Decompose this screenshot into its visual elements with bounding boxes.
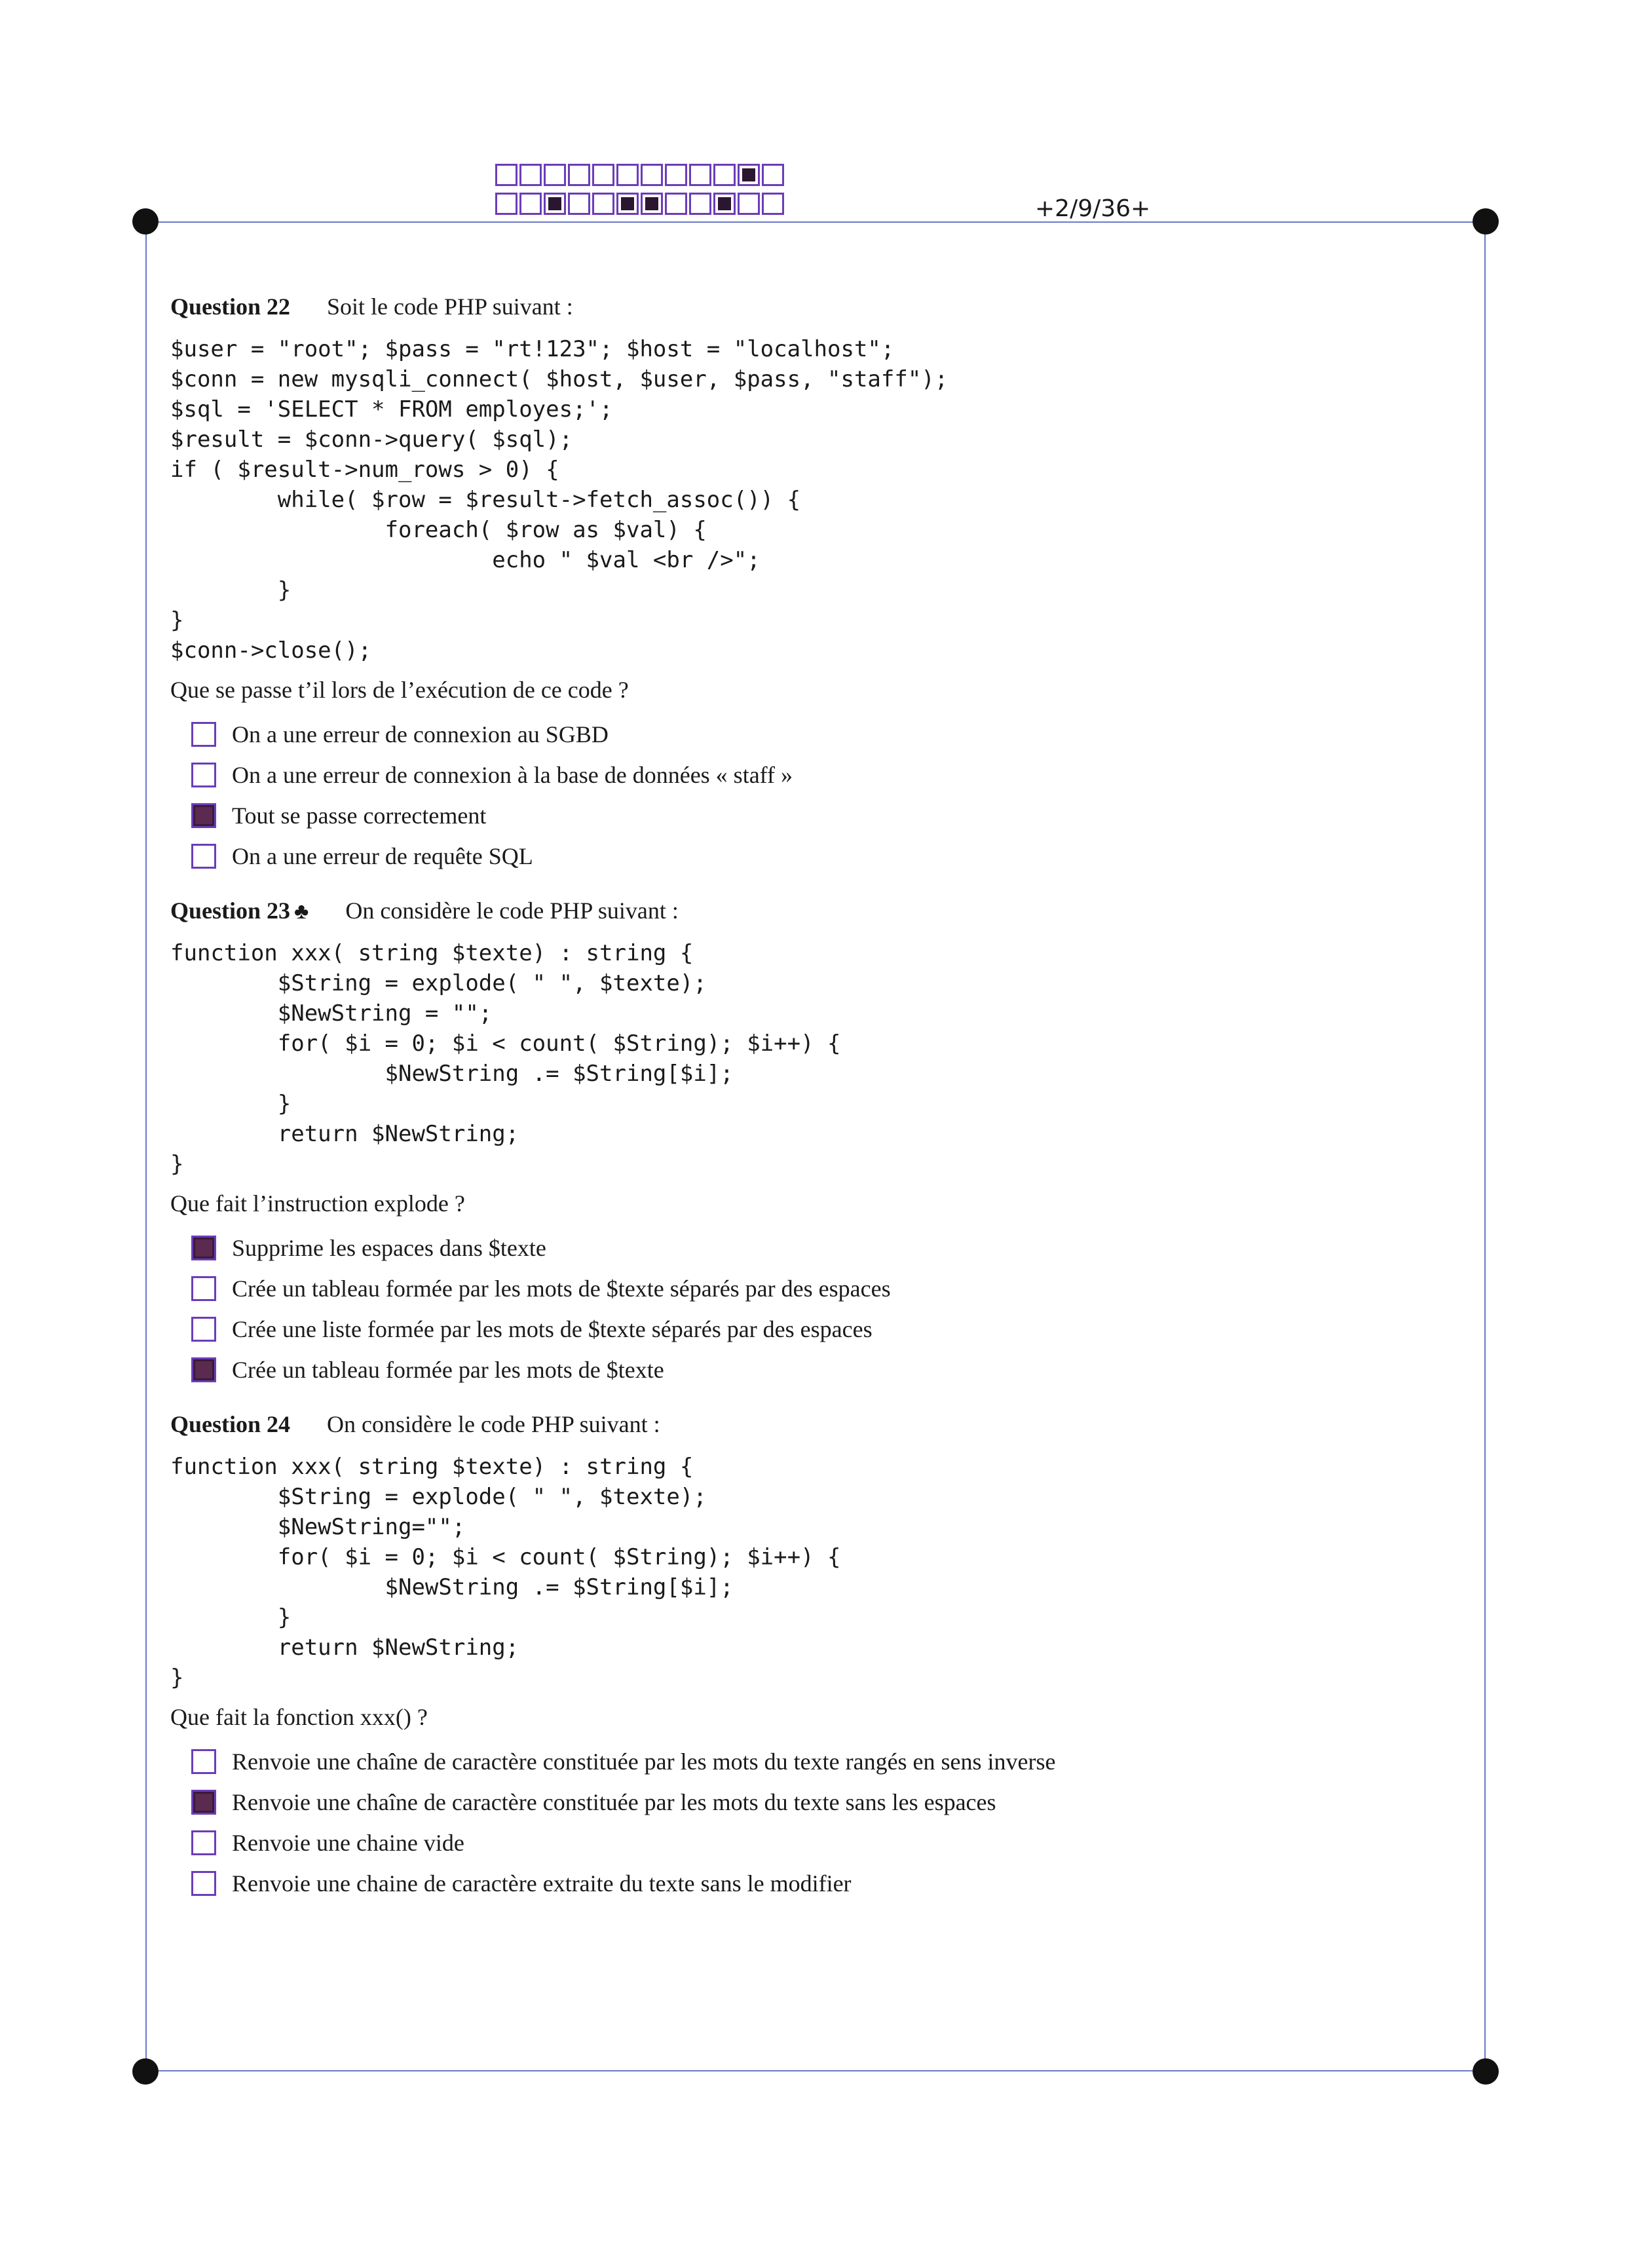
question-title [170, 892, 1441, 929]
id-grid-cell [568, 193, 590, 215]
student-id-grid [495, 164, 784, 215]
question-prompt: Que fait l’instruction explode ? [170, 1190, 465, 1217]
checkbox[interactable] [191, 1749, 216, 1774]
checkbox[interactable] [191, 1871, 216, 1896]
question-title [170, 288, 1441, 325]
answer-option[interactable] [170, 755, 1441, 795]
questions-container [170, 288, 1441, 1919]
answer-text: Supprime les espaces dans $texte [232, 1235, 546, 1261]
id-grid-cell [495, 164, 517, 186]
corner-mark-bottom-right [1473, 2058, 1499, 2085]
question-prompt: Que se passe t’il lors de l’exécution de ce code ? [170, 677, 629, 703]
answer-text: Tout se passe correctement [232, 803, 487, 829]
answer-option[interactable] [170, 1741, 1441, 1782]
id-grid-cell [738, 193, 760, 215]
answer-option[interactable] [170, 795, 1441, 836]
checkbox[interactable] [191, 1830, 216, 1855]
id-grid-cell [665, 193, 687, 215]
id-grid-cell [689, 193, 711, 215]
id-grid-cell [762, 164, 784, 186]
code-block: function xxx( string $texte) : string { $String = explode( " ", $texte); $NewString=""; for( $i = 0; $i < count( $String); $i++) { $NewString .= $String[$i]; } return $NewString; } [170, 1454, 841, 1691]
checkbox[interactable] [191, 1276, 216, 1301]
answer-option[interactable] [170, 1228, 1441, 1268]
question-intro: On considère le code PHP suivant : [327, 1411, 660, 1437]
checkbox[interactable] [191, 1236, 216, 1260]
checkbox[interactable] [191, 1317, 216, 1342]
answer-option[interactable] [170, 1350, 1441, 1390]
corner-mark-top-right [1473, 208, 1499, 235]
answer-text: Renvoie une chaine de caractère extraite du texte sans le modifier [232, 1870, 852, 1897]
answer-text: Crée une liste formée par les mots de $texte séparés par des espaces [232, 1316, 873, 1342]
checkbox[interactable] [191, 763, 216, 787]
id-grid-cell [641, 193, 663, 215]
question-intro: On considère le code PHP suivant : [345, 898, 679, 924]
id-grid-cell [592, 164, 614, 186]
club-icon: ♣ [294, 899, 309, 924]
answer-text: On a une erreur de connexion au SGBD [232, 721, 609, 747]
question-label: Question 22 [170, 293, 291, 320]
answer-text: Renvoie une chaine vide [232, 1830, 464, 1856]
checkbox[interactable] [191, 844, 216, 869]
answer-option[interactable] [170, 1268, 1441, 1309]
answer-list [170, 1741, 1441, 1904]
answer-text: Renvoie une chaîne de caractère constituée par les mots du texte sans les espaces [232, 1789, 996, 1815]
answer-option[interactable] [170, 1863, 1441, 1904]
answer-option[interactable] [170, 1782, 1441, 1823]
id-grid-cell [616, 164, 639, 186]
code-block: function xxx( string $texte) : string { $String = explode( " ", $texte); $NewString = ""; for( $i = 0; $i < count( $String); $i++) { $NewString .= $String[$i]; } return $NewString; } [170, 940, 841, 1177]
answer-list [170, 714, 1441, 877]
id-grid-cell [616, 193, 639, 215]
id-grid-cell [713, 193, 736, 215]
id-grid-cell [665, 164, 687, 186]
question-intro: Soit le code PHP suivant : [327, 293, 573, 320]
question-title [170, 1406, 1441, 1443]
id-grid-cell [592, 193, 614, 215]
question-23 [170, 892, 1441, 1390]
question-label: Question 23 [170, 898, 291, 924]
id-grid-cell [738, 164, 760, 186]
answer-option[interactable] [170, 1309, 1441, 1350]
question-24 [170, 1406, 1441, 1904]
answer-option[interactable] [170, 714, 1441, 755]
id-grid-cell [519, 164, 542, 186]
question-prompt: Que fait la fonction xxx() ? [170, 1704, 428, 1730]
answer-text: Crée un tableau formée par les mots de $texte séparés par des espaces [232, 1276, 891, 1302]
checkbox[interactable] [191, 1790, 216, 1815]
answer-option[interactable] [170, 836, 1441, 877]
page-id: +2/9/36+ [1035, 195, 1151, 222]
answer-option[interactable] [170, 1823, 1441, 1863]
id-grid-cell [544, 193, 566, 215]
checkbox[interactable] [191, 722, 216, 747]
id-grid-cell [519, 193, 542, 215]
answer-text: Crée un tableau formée par les mots de $texte [232, 1357, 664, 1383]
answer-text: On a une erreur de connexion à la base de données « staff » [232, 762, 793, 788]
answer-text: Renvoie une chaîne de caractère constituée par les mots du texte rangés en sens inverse [232, 1748, 1056, 1775]
id-grid-cell [544, 164, 566, 186]
question-22 [170, 288, 1441, 877]
checkbox[interactable] [191, 1357, 216, 1382]
corner-mark-bottom-left [132, 2058, 159, 2085]
question-label: Question 24 [170, 1411, 291, 1437]
code-block: $user = "root"; $pass = "rt!123"; $host = "localhost"; $conn = new mysqli_connect( $host, $user, $pass, "staff"); $sql = 'SELECT * FROM employes;'; $result = $conn->query( $sql); if ( $result->num_rows > 0) { while( $row = $result->fetch_assoc()) { foreach( $row as $val) { echo " $val <br />"; } } $conn->close(); [170, 336, 949, 664]
id-grid-cell [568, 164, 590, 186]
corner-mark-top-left [132, 208, 159, 235]
id-grid-cell [762, 193, 784, 215]
answer-list [170, 1228, 1441, 1390]
id-grid-cell [641, 164, 663, 186]
id-grid-cell [713, 164, 736, 186]
id-grid-cell [495, 193, 517, 215]
checkbox[interactable] [191, 803, 216, 828]
id-grid-cell [689, 164, 711, 186]
answer-text: On a une erreur de requête SQL [232, 843, 533, 869]
